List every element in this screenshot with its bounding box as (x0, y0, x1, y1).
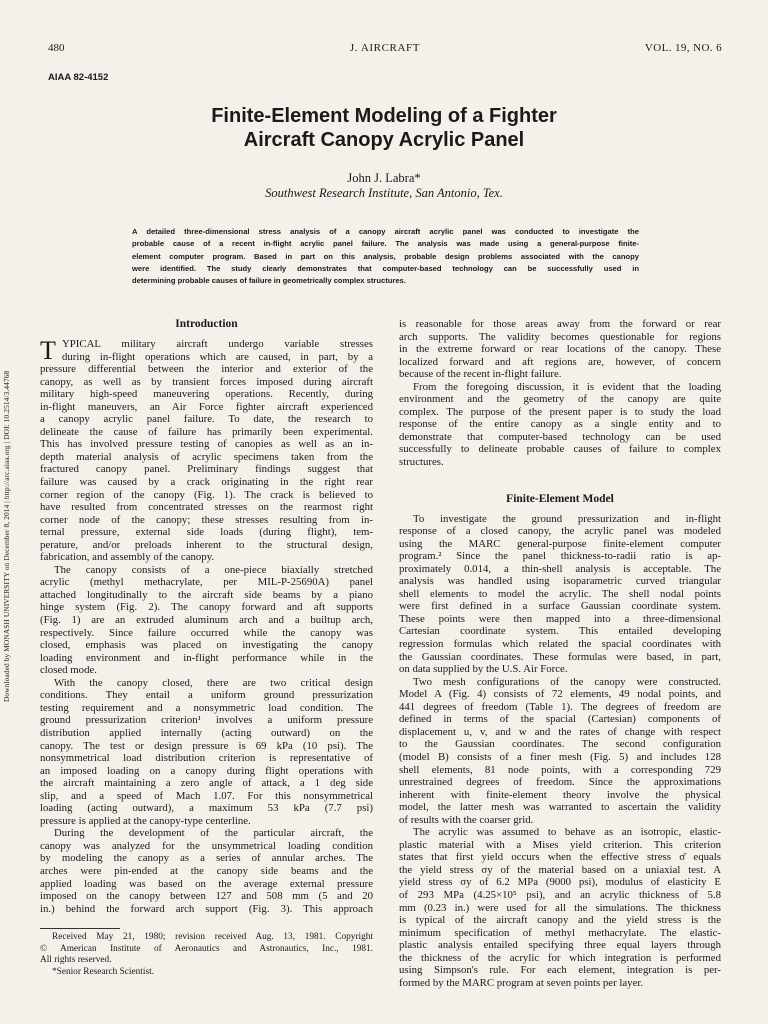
text-line: states that first yield occurs when the effective stress σ̄ equals (399, 851, 721, 864)
text-line: response of the entire canopy as a single entity and to (399, 418, 721, 431)
title-line: Finite-Element Modeling of a Fighter (211, 105, 557, 127)
text-line: testing requirement and a nonsymmetric load condition. The (40, 701, 373, 714)
abstract-line: were identified. The study clearly demonstrates that computer-based technology can be successfully used in (132, 263, 639, 273)
drop-cap: T (40, 336, 56, 365)
volume-issue: VOL. 19, NO. 6 (644, 42, 722, 54)
text-line: on data supplied by the U.S. Air Force. (399, 663, 568, 676)
text-line: is reasonable for those areas away from the forward or rear (399, 318, 721, 330)
text-line: the Gaussian coordinates. These formulas were based, in part, (399, 650, 721, 663)
intro-paragraph-3 (40, 677, 373, 828)
author-name: John J. Labra* (347, 171, 421, 185)
text-line: ternal pressure, external side loads (during flight), tem- (40, 526, 373, 539)
text-line: response of a closed canopy, the acrylic panel was modeled (399, 525, 721, 538)
text-line: of 293 MPa (4.25×10⁵ psi), and an acrylic thickness of 5.8 (399, 888, 721, 901)
footnote-divider (40, 928, 120, 929)
text-line: loading environment and in-flight performance while in the (40, 651, 373, 664)
text-line: pressure differential between the interior and exterior of the (40, 363, 373, 376)
text-line: because of the recent in-flight failure. (399, 368, 562, 381)
text-line: demonstrate that computer-based technology can be used (399, 430, 721, 443)
text-line: The canopy consists of a one-piece biaxially stretched (54, 563, 373, 576)
footnote-line: All rights reserved. (40, 955, 112, 966)
abstract-line: determining probable causes of failure in geometrically complex structures. (132, 276, 406, 286)
text-line: corner node of the canopy; these stresses resulting from in- (40, 513, 373, 526)
text-line: using the MARC general-purpose finite-element computer (399, 537, 721, 550)
text-line: complex. The purpose of the present paper is to study the load (399, 405, 721, 418)
drop-cap-paragraph (40, 338, 373, 363)
text-line: corner region of the canopy (Fig. 1). The crack is believed to (40, 488, 373, 501)
text-line: military high-speed maneuvering operations. Recently, during (40, 388, 373, 401)
text-line: were first defined in a surface Gaussian coordinate system. (399, 600, 721, 613)
author-footnote: *Senior Research Scientist. (52, 966, 154, 977)
author-affiliation: Southwest Research Institute, San Antonio, Tex. (265, 186, 503, 200)
text-line: inherent with finite-element theory involve the physical (399, 788, 721, 801)
text-line: applied loading was based on the average external pressure (40, 877, 373, 890)
text-line: This has involved pressure testing of canopies as well as an in- (40, 438, 373, 451)
text-line: in the extreme forward or rear locations of the canopy. These (399, 343, 721, 356)
footnote-line: © American Institute of Aeronautics and Astronautics, Inc., 1981. (40, 943, 373, 954)
text-line: yield stress σy of 6.2 MPa (9000 psi), modulus of elasticity E (399, 876, 721, 889)
text-line: respectively. Since failure occurred while the canopy was (40, 626, 373, 639)
text-line: plastic analysis entailed specifying three equal layers through (399, 939, 721, 952)
paper-id: AIAA 82-4152 (48, 72, 109, 83)
text-line: distribution applied internally (acting outward) on the (40, 726, 373, 739)
text-line: localized forward and aft regions are, however, of concern (399, 355, 721, 368)
text-line: With the canopy closed, there are two critical design (54, 676, 373, 689)
text-line: the thickness of the acrylic for which integration is performed (399, 951, 721, 964)
intro-paragraph-4 (40, 827, 373, 915)
text-line: During the development of the particular aircraft, the (54, 827, 373, 840)
running-header (48, 42, 722, 58)
text-line: closed, emphasis was placed on investigating the canopy (40, 639, 373, 652)
text-line: canopy was analyzed for the unsymmetrical loading condition (40, 839, 373, 852)
text-line: fractured canopy panel. Preliminary findings suggest that (40, 463, 373, 476)
right-column (399, 318, 721, 989)
paper-title (0, 104, 768, 152)
text-line: program.² Since the panel thickness-to-radii ratio is ap- (399, 550, 721, 563)
text-line: conditions. They entail a uniform ground pressurization (40, 689, 373, 702)
text-line: structures. (399, 456, 444, 469)
text-line: regression formulas which related the spacial coordinates with (399, 638, 721, 651)
text-line: (model B) consists of a finer mesh (Fig. 5) and includes 128 (399, 750, 721, 763)
text-line: canopy. The test or design pressure is 69 kPa (10 psi). The (40, 739, 373, 752)
text-line: acrylic (methyl methacrylate, per MIL-P-25690A) panel (40, 576, 373, 589)
text-line: nonsymmetrical load distribution criterion is representative of (40, 752, 373, 765)
left-column (40, 316, 373, 915)
footnote-line: Received May 21, 1980; revision received Aug. 13, 1981. Copyright (52, 932, 373, 942)
text-line: unrestrained degrees of freedom. Since the approximations (399, 776, 721, 789)
right-paragraph-3 (399, 513, 721, 676)
abstract-line: element computer program. Based in part on this analysis, probable design problems associated with the canopy (132, 251, 639, 261)
title-line: Aircraft Canopy Acrylic Panel (243, 129, 525, 151)
text-line: is typical of the aircraft canopy and the yield stress is the (399, 914, 721, 927)
abstract (132, 226, 639, 287)
text-line: perature, and/or preloads inherent to the structural design, (40, 538, 373, 551)
text-line: successfully to delineate probable causes of failure to complex (399, 443, 721, 456)
text-line: during in-flight operations which are caused, in part, by a (62, 350, 373, 363)
intro-paragraph-2 (40, 564, 373, 677)
text-line: to the Gaussian coordinates. The second configuration (399, 738, 721, 751)
text-line: failure was caused by a crack originating in the right rear (40, 476, 373, 489)
text-line: canopy, as well as by transient forces imposed during aircraft (40, 375, 373, 388)
text-line: delineate the cause of failure has primarily been experimental. (40, 425, 373, 438)
section-heading-finite-element-model: Finite-Element Model (506, 492, 614, 505)
text-line: a canopy acrylic panel failure. To date, the research to (40, 413, 373, 426)
text-line: YPICAL military aircraft undergo variable stresses (62, 338, 373, 350)
download-watermark (2, 322, 14, 702)
text-line: Two mesh configurations of the canopy were constructed. (413, 675, 721, 688)
text-line: The acrylic was assumed to behave as an isotropic, elastic- (413, 826, 721, 839)
text-line: shell elements, 81 node points, with a corresponding 729 (399, 763, 721, 776)
section-heading-introduction: Introduction (175, 318, 238, 330)
text-line: To investigate the ground pressurization and in-flight (413, 512, 721, 525)
text-line: (Fig. 1) are an extruded aluminum arch and a builtup arch, (40, 614, 373, 627)
text-line: 441 degrees of freedom (Table 1). The degrees of freedom are (399, 700, 721, 713)
right-paragraph-2 (399, 381, 721, 469)
text-line: depth material analysis of acrylic specimens taken from the (40, 450, 373, 463)
text-line: by modeling the canopy as a series of annular arches. The (40, 852, 373, 865)
journal-name: J. AIRCRAFT (349, 42, 421, 54)
text-line: Model A (Fig. 4) consists of 72 elements, 49 nodal points, and (399, 688, 721, 701)
text-line: ground pressurization criterion¹ involves a uniform pressure (40, 714, 373, 727)
text-line: have resulted from concentrated stresses on the rearmost right (40, 501, 373, 514)
abstract-line: probable cause of a recent in-flight acrylic panel failure. The analysis was made using a general-purpose finite- (132, 239, 639, 249)
text-line: attached longitudinally to the aircraft side beams by a piano (40, 588, 373, 601)
text-line: imposed on the canopy between 127 and 508 mm (5 and 20 (40, 890, 373, 903)
text-line: pressure is applied at the canopy-type centerline. (40, 814, 251, 827)
text-line: defined in terms of the spacial (Cartesian) components of (399, 713, 721, 726)
right-paragraph-5 (399, 826, 721, 989)
right-paragraph-1 (399, 318, 721, 381)
text-line: environment and the geometry of the canopy are quite (399, 393, 721, 406)
text-line: From the foregoing discussion, it is evident that the loading (413, 380, 721, 393)
text-line: arches were pin-ended at the canopy side beams and the (40, 864, 373, 877)
text-line: of results with the coarser grid. (399, 813, 534, 826)
text-line: hinge system (Fig. 2). The canopy forward and aft supports (40, 601, 373, 614)
intro-paragraph-1 (40, 363, 373, 564)
text-line: using Simpson's rule. For each element, integration is per- (399, 964, 721, 977)
page-number: 480 (48, 42, 65, 54)
text-line: plastic material with a Mises yield criterion. This criterion (399, 838, 721, 851)
text-line: the aircraft maintaining a zero angle of attack, a 1 deg side (40, 777, 373, 790)
abstract-line: A detailed three-dimensional stress analysis of a canopy aircraft acrylic panel was conducted to investigate the (132, 227, 639, 236)
section-spacer (399, 469, 721, 491)
text-line: the yield stress σy of the material based on a uniaxial test. A (399, 863, 721, 876)
right-paragraph-4 (399, 676, 721, 827)
text-line: arch supports. The validity becomes questionable for regions (399, 330, 721, 343)
text-line: formed by the MARC program at seven points per layer. (399, 976, 644, 989)
text-line: minimum specification of methyl methacrylate. The elastic- (399, 926, 721, 939)
text-line: closed mode. (40, 664, 97, 677)
text-line: proximately 0.014, a thin-shell analysis is acceptable. The (399, 562, 721, 575)
text-line: loading (acting outward), a maximum 53 kPa (7.7 psi) (40, 802, 373, 815)
text-line: slip, and a speed of Mach 1.07. For this nonsymmetrical (40, 789, 373, 802)
text-line: These points were then mapped into a three-dimensional (399, 612, 721, 625)
text-line: displacement u, v, and w and the rates of change with respect (399, 725, 721, 738)
text-line: mm (0.23 in.) were used for all the simulations. The thickness (399, 901, 721, 914)
text-line: an imposed loading on a canopy during flight operations with (40, 764, 373, 777)
text-line: model, the latter mesh was warranted to ascertain the validity (399, 801, 721, 814)
text-line: fabrication, and assembly of the canopy. (40, 551, 215, 564)
text-line: Cartesian coordinate system. This entailed developing (399, 625, 721, 638)
download-watermark-text: Downloaded by MONASH UNIVERSITY on December 8, 2014 | http://arc.aiaa.org | DOI: 10.2514/3.44768 (2, 370, 11, 702)
text-line: in-flight maneuvers, an Air Force fighter aircraft experienced (40, 400, 373, 413)
text-line: in.) behind the forward arch support (Fig. 3). This approach (40, 902, 373, 915)
text-line: shell elements to model the acrylic. The shell nodal points (399, 587, 721, 600)
text-line: analysis was handled using isoparametric curved triangular (399, 575, 721, 588)
footnotes (40, 932, 373, 978)
